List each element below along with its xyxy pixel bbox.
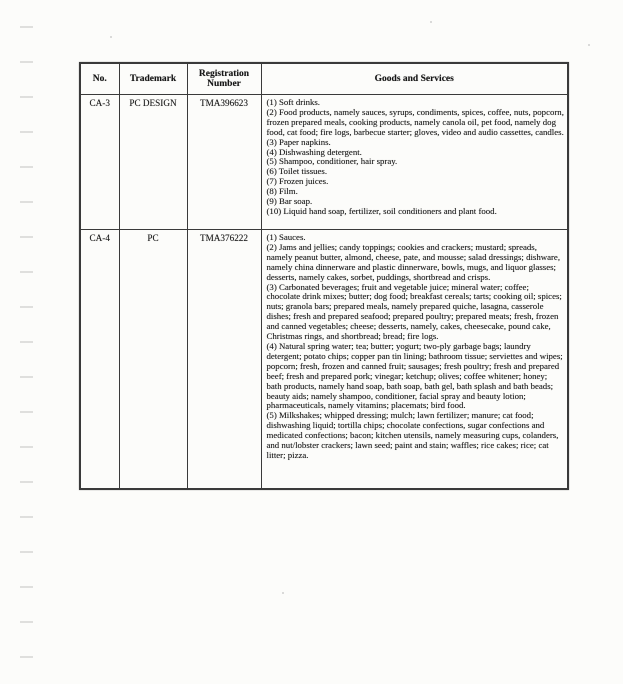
cell-registration-number: TMA396623 — [187, 95, 261, 230]
table-row — [80, 230, 568, 489]
goods-item: (8) Film. — [266, 186, 298, 197]
goods-item: (10) Liquid hand soap, fertilizer, soil conditioners and plant food. — [266, 205, 497, 216]
column-header-registration-number: Registration Number — [187, 63, 261, 95]
scan-speck — [588, 44, 590, 46]
goods-item: (4) Dishwashing detergent. — [266, 146, 362, 157]
goods-item: (3) Paper napkins. — [266, 136, 331, 147]
goods-item: (9) Bar soap. — [266, 196, 313, 207]
scan-speck — [430, 21, 432, 23]
goods-item: (4) Natural spring water; tea; butter; yogurt; two-ply garbage bags; laundry detergent; potato chips; copper pan tin lining; bathroom tissue; serviettes and wipes; popcorn; fresh, frozen and canned fruit; sausages; fresh poultry; fresh and prepared beef; fresh and prepared pork; vinegar; ketchup; olives; coffee whitener; honey; bath products, namely hand soap, bath soap, bath gel, bath splash and bath beads; beauty aids; namely shampoo, conditioner, facial spray and beauty lotion; pharmaceuticals, namely vitamins; placemats; bird food. — [266, 340, 563, 411]
cell-goods-and-services — [261, 95, 568, 230]
column-header-no: No. — [80, 63, 119, 95]
scan-speck — [110, 36, 112, 38]
goods-item: (5) Shampoo, conditioner, hair spray. — [266, 156, 398, 167]
goods-item: (6) Toilet tissues. — [266, 166, 328, 177]
goods-item: (7) Frozen juices. — [266, 176, 329, 187]
goods-item: (2) Food products, namely sauces, syrups, condiments, spices, coffee, nuts, popcorn, frozen prepared meals, cooking products, namely canola oil, pet food, namely dog food, cat food; fire logs, barbecue starter; gloves, video and audio cassettes, candles. — [266, 106, 564, 137]
column-header-trademark: Trademark — [119, 63, 187, 95]
goods-item: (5) Milkshakes; whipped dressing; mulch; lawn fertilizer; manure; cat food; dishwashing liquid; tortilla chips; chocolate confections, sugar confections and medicated confections; bacon; kitchen utensils, namely measuring cups, colanders, and nut/lobster crackers; lawn seed; paint and stain; waffles; rice cakes; rice; cat litter; pizza. — [266, 410, 559, 460]
cell-no: CA-4 — [80, 230, 119, 489]
goods-item: (1) Sauces. — [266, 232, 306, 242]
cell-no: CA-3 — [80, 95, 119, 230]
trademark-registrations-table — [79, 62, 569, 490]
cell-goods-and-services — [261, 230, 568, 489]
goods-item: (1) Soft drinks. — [266, 97, 321, 107]
left-margin-scan-marks — [20, 26, 33, 662]
column-header-goods-and-services: Goods and Services — [261, 63, 568, 95]
table-row — [80, 95, 568, 230]
goods-item: (2) Jams and jellies; candy toppings; cookies and crackers; mustard; spreads, namely peanut butter, almond, cheese, pate, and mousse; salad dressings; dishware, namely china dinnerware and plastic dinnerware, bowls, mugs, and liquor glasses; desserts, namely cakes, sorbet, puddings, shortbread and crisps. — [266, 241, 561, 282]
cell-trademark: PC — [119, 230, 187, 489]
cell-registration-number: TMA376222 — [187, 230, 261, 489]
table-header-row — [80, 63, 568, 95]
goods-item: (3) Carbonated beverages; fruit and vegetable juice; mineral water; coffee; chocolate drink mixes; butter; dog food; breakfast cereals; tarts; cooking oil; spices; nuts; granola bars; prepared meals, namely prepared quiche, lasagna, casserole dishes; fresh and prepared seafood; prepared poultry; prepared meats; fresh, frozen and canned vegetables; cheese; desserts, namely, cakes, cheesecake, pound cake, Christmas rings, and shortbread; bread; fire logs. — [266, 281, 562, 342]
scan-speck — [282, 592, 284, 594]
cell-trademark: PC DESIGN — [119, 95, 187, 230]
